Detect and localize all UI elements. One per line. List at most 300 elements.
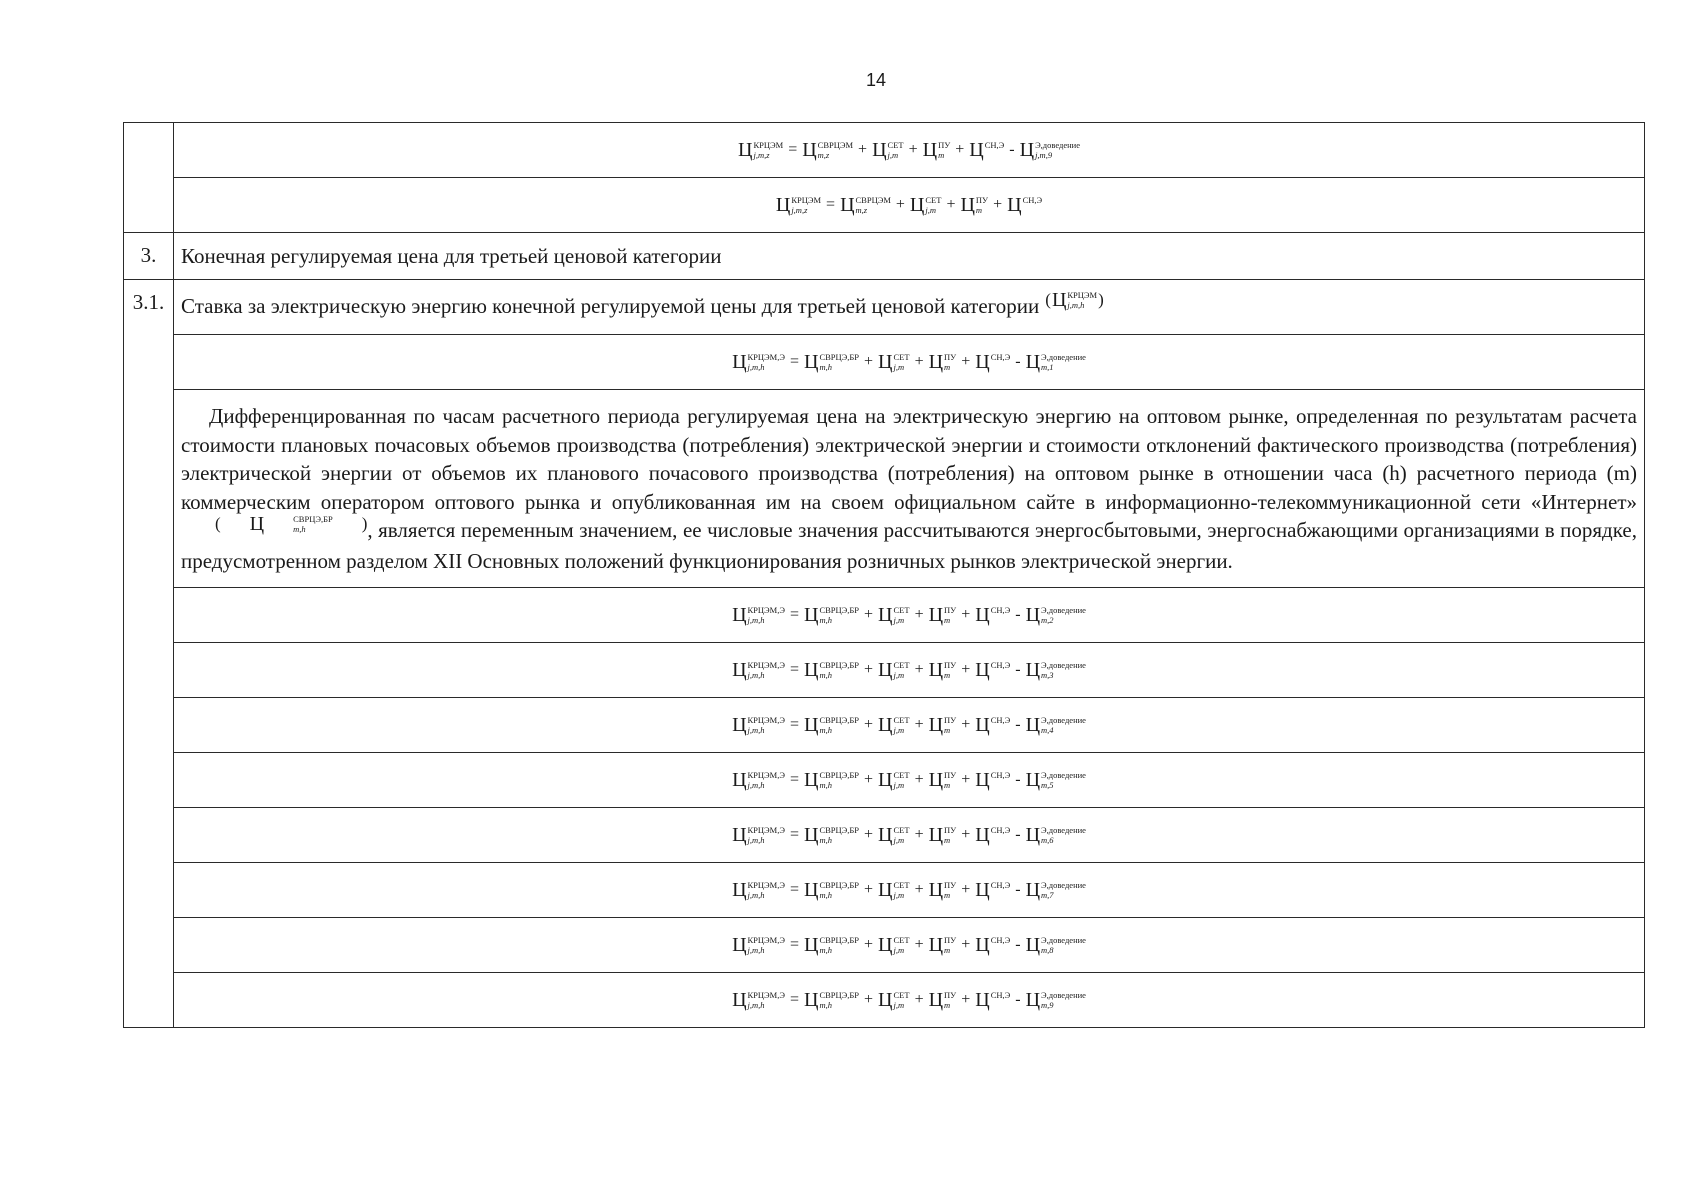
term-base: Ц <box>878 658 893 681</box>
term-subscript: m <box>944 780 951 790</box>
term-superscript: ПУ <box>944 770 957 780</box>
formula-row <box>124 178 1645 233</box>
term-scripts <box>991 990 1011 1010</box>
term-subscript: m,h <box>819 725 832 735</box>
formula-term <box>929 714 957 737</box>
formula <box>731 659 1087 682</box>
term-superscript: ПУ <box>938 140 951 150</box>
term-scripts <box>894 715 910 735</box>
term-base: Ц <box>1051 288 1067 311</box>
term-base: Ц <box>249 513 265 535</box>
formula-row <box>124 643 1645 698</box>
formula-term <box>975 659 1010 682</box>
term-superscript: ПУ <box>944 660 957 670</box>
formula-term <box>804 351 859 374</box>
plus-sign: + <box>864 881 874 898</box>
formula-term <box>878 934 910 957</box>
term-base: Ц <box>732 933 747 956</box>
formula-term <box>732 659 785 682</box>
term-superscript: Э,доведение <box>1041 715 1086 725</box>
term-superscript: ПУ <box>944 990 957 1000</box>
formula-row <box>124 698 1645 753</box>
formula-term <box>804 714 859 737</box>
term-base: Ц <box>928 658 944 681</box>
term-scripts <box>991 880 1011 900</box>
formula-term <box>878 604 910 627</box>
page-number: 14 <box>865 70 887 90</box>
term-scripts <box>944 990 956 1010</box>
term-base: Ц <box>975 933 990 956</box>
term-subscript: m,6 <box>1041 835 1054 845</box>
term-base: Ц <box>975 988 990 1011</box>
term-scripts <box>944 605 956 625</box>
term-base: Ц <box>804 823 819 846</box>
formula-term <box>910 194 942 217</box>
term-subscript: m,h <box>293 524 306 535</box>
term-subscript: m <box>944 890 951 900</box>
term-subscript <box>991 945 1011 955</box>
term-base: Ц <box>804 878 819 901</box>
paragraph-row <box>124 390 1645 588</box>
formula-row <box>124 588 1645 643</box>
formula-term <box>929 769 957 792</box>
formula-row <box>124 808 1645 863</box>
term-scripts <box>944 880 956 900</box>
formula-term <box>840 194 891 217</box>
term-scripts <box>944 825 956 845</box>
term-scripts <box>819 770 859 790</box>
term-base: Ц <box>878 878 893 901</box>
term-base: Ц <box>804 603 819 626</box>
section-3-1-number: 3.1. <box>124 280 174 1028</box>
term-scripts <box>748 935 785 955</box>
formula-row <box>124 123 1645 178</box>
formula-term <box>878 824 910 847</box>
formula-row <box>124 863 1645 918</box>
term-base: Ц <box>928 988 944 1011</box>
term-base: Ц <box>732 603 747 626</box>
term-scripts <box>894 352 910 372</box>
term-subscript: j,m,h <box>747 945 765 955</box>
formula-term <box>929 351 957 374</box>
term-scripts <box>991 935 1011 955</box>
term-superscript: СВРЦЭ,БР <box>819 935 860 945</box>
term-superscript: КРЦЭМ,Э <box>747 935 785 945</box>
plus-sign: + <box>914 991 924 1008</box>
term-subscript: m,z <box>817 150 830 160</box>
term-scripts <box>818 140 853 160</box>
term-scripts <box>894 990 910 1010</box>
term-scripts <box>991 825 1011 845</box>
term-base: Ц <box>1025 878 1041 901</box>
term-subscript: m <box>944 615 951 625</box>
formula-term <box>1020 139 1080 162</box>
paragraph-text <box>181 402 1637 575</box>
formula-term <box>878 714 910 737</box>
formula-cell <box>174 643 1645 698</box>
formula-cell <box>174 178 1645 233</box>
section-3-1-row <box>124 280 1645 335</box>
formula-term <box>776 194 821 217</box>
term-base: Ц <box>928 713 944 736</box>
minus-sign: - <box>1015 991 1021 1008</box>
formula <box>731 934 1087 957</box>
term-base: Ц <box>1025 933 1041 956</box>
formula <box>775 194 1043 217</box>
term-subscript: m <box>975 205 983 215</box>
term-subscript: m,h <box>819 890 832 900</box>
formula-term <box>1007 194 1042 217</box>
term-scripts <box>819 352 859 372</box>
minus-sign: - <box>1015 826 1021 843</box>
term-base: Ц <box>732 658 747 681</box>
term-superscript: Э,доведение <box>1041 352 1086 362</box>
term-superscript: СН,Э <box>984 140 1005 150</box>
term-subscript: j,m,9 <box>1035 150 1053 160</box>
formula-term <box>878 659 910 682</box>
term-subscript: j,m,h <box>747 725 765 735</box>
term-superscript: СН,Э <box>1022 195 1043 205</box>
plus-sign: + <box>961 716 971 733</box>
section-3-1-heading: Ставка за электрическую энергию конечной регулируемой цены для третьей ценовой категории <box>181 294 1040 319</box>
term-superscript: КРЦЭМ,Э <box>747 352 785 362</box>
term-subscript: j,m,z <box>791 205 808 215</box>
term-subscript: m,z <box>855 205 868 215</box>
term-superscript: СВРЦЭМ <box>817 140 854 150</box>
term-superscript: Э,доведение <box>1041 770 1086 780</box>
formula <box>731 879 1087 902</box>
formula-term <box>732 989 785 1012</box>
term-subscript: m <box>944 725 951 735</box>
term-subscript: j,m <box>893 725 905 735</box>
equals-sign: = <box>789 353 799 370</box>
plus-sign: + <box>914 881 924 898</box>
term-base: Ц <box>928 878 944 901</box>
term-base: Ц <box>960 193 975 216</box>
formula-cell <box>174 588 1645 643</box>
formula-term <box>975 989 1010 1012</box>
term-subscript: j,m <box>893 670 905 680</box>
formula-term <box>929 879 957 902</box>
term-superscript: СЕТ <box>887 140 904 150</box>
term-base: Ц <box>804 658 819 681</box>
term-scripts <box>1041 990 1086 1010</box>
term-subscript: j,m <box>893 1000 905 1010</box>
term-superscript: СВРЦЭ,БР <box>819 990 860 1000</box>
term-subscript: m,1 <box>1041 362 1054 372</box>
plus-sign: + <box>961 661 971 678</box>
paragraph-part-2: , является переменным значением, ее числовые значения рассчитываются энергосбытовыми, энергоснабжающими организациями в порядке, предусмотренном разделом XII Основных положений функционирования розничных рынков электрической энергии. <box>181 518 1637 573</box>
term-base: Ц <box>928 768 944 791</box>
formula-term <box>732 351 785 374</box>
plus-sign: + <box>895 196 905 213</box>
term-scripts <box>888 140 904 160</box>
plus-sign: + <box>864 991 874 1008</box>
term-subscript <box>991 1000 1011 1010</box>
formula-term <box>878 351 910 374</box>
section-3-1-heading-cell <box>174 280 1645 335</box>
term-superscript: СВРЦЭ,БР <box>819 880 860 890</box>
term-scripts <box>1041 770 1086 790</box>
formula-term <box>878 769 910 792</box>
minus-sign: - <box>1015 936 1021 953</box>
term-scripts <box>819 880 859 900</box>
term-scripts <box>819 825 859 845</box>
term-base: Ц <box>840 193 855 216</box>
formula-term <box>872 139 904 162</box>
section-3-heading: Конечная регулируемая цена для третьей ценовой категории <box>174 233 1645 280</box>
term-scripts <box>894 935 910 955</box>
equals-sign: = <box>789 716 799 733</box>
term-subscript <box>991 670 1011 680</box>
term-base: Ц <box>738 138 753 161</box>
term-scripts <box>819 605 859 625</box>
term-subscript: j,m <box>893 615 905 625</box>
term-superscript: СН,Э <box>990 605 1011 615</box>
term-subscript: m,2 <box>1041 615 1054 625</box>
term-subscript: m <box>944 835 951 845</box>
term-base: Ц <box>1025 713 1041 736</box>
term-base: Ц <box>1025 768 1041 791</box>
term-scripts <box>991 352 1011 372</box>
term-subscript: j,m <box>893 890 905 900</box>
plus-sign: + <box>961 826 971 843</box>
term-subscript: m,4 <box>1041 725 1054 735</box>
term-subscript: j,m,h <box>747 670 765 680</box>
term-base: Ц <box>975 658 990 681</box>
term-scripts <box>894 660 910 680</box>
minus-sign: - <box>1015 881 1021 898</box>
section-3-row <box>124 233 1645 280</box>
formula-term <box>804 769 859 792</box>
formula-term <box>960 194 988 217</box>
term-subscript: j,m <box>893 362 905 372</box>
term-subscript <box>991 780 1011 790</box>
term-superscript: КРЦЭМ <box>1067 290 1098 301</box>
term-superscript: КРЦЭМ <box>753 140 784 150</box>
term-scripts <box>748 605 785 625</box>
equals-sign: = <box>789 881 799 898</box>
formula <box>737 139 1081 162</box>
term-scripts <box>976 195 988 215</box>
term-superscript: СЕТ <box>893 825 910 835</box>
term-base: Ц <box>928 350 944 373</box>
plus-sign: + <box>961 936 971 953</box>
formula-row <box>124 335 1645 390</box>
formula-term <box>975 351 1010 374</box>
plus-sign: + <box>914 661 924 678</box>
term-superscript: Э,доведение <box>1035 140 1080 150</box>
equals-sign: = <box>789 661 799 678</box>
minus-sign: - <box>1015 661 1021 678</box>
formula-term <box>1026 659 1086 682</box>
term-superscript: ПУ <box>944 935 957 945</box>
term-superscript: СН,Э <box>990 352 1011 362</box>
term-scripts <box>991 660 1011 680</box>
term-base: Ц <box>878 768 893 791</box>
term-superscript: СН,Э <box>990 770 1011 780</box>
term-scripts <box>1035 140 1080 160</box>
term-subscript: m <box>944 362 951 372</box>
term-subscript: m,9 <box>1041 1000 1054 1010</box>
formula-term <box>1026 351 1086 374</box>
term-scripts <box>991 770 1011 790</box>
term-subscript: j,m <box>925 205 936 215</box>
term-superscript: СЕТ <box>893 605 910 615</box>
formula-cell <box>174 863 1645 918</box>
term-subscript: j,m <box>887 150 899 160</box>
term-subscript <box>991 835 1011 845</box>
formula-cell <box>174 918 1645 973</box>
term-superscript: СН,Э <box>990 715 1011 725</box>
term-superscript: КРЦЭМ,Э <box>747 605 785 615</box>
formula-term <box>804 604 859 627</box>
formula-term <box>1026 934 1086 957</box>
formula-term <box>732 769 785 792</box>
term-superscript: Э,доведение <box>1041 880 1086 890</box>
term-base: Ц <box>1019 138 1035 161</box>
term-base: Ц <box>928 933 944 956</box>
formula-term <box>1026 604 1086 627</box>
term-base: Ц <box>1025 658 1041 681</box>
formula-term <box>1026 714 1086 737</box>
term-subscript: j,m,h <box>747 890 765 900</box>
term-subscript: j,m <box>893 945 905 955</box>
plus-sign: + <box>864 771 874 788</box>
term-base: Ц <box>975 603 990 626</box>
term-superscript: КРЦЭМ,Э <box>747 825 785 835</box>
term-base: Ц <box>1025 350 1041 373</box>
plus-sign: + <box>864 716 874 733</box>
term-base: Ц <box>732 988 747 1011</box>
term-subscript: m,5 <box>1041 780 1054 790</box>
term-subscript <box>991 362 1011 372</box>
formula-term <box>975 604 1010 627</box>
minus-sign: - <box>1015 716 1021 733</box>
term-superscript: ПУ <box>944 352 957 362</box>
plus-sign: + <box>914 606 924 623</box>
minus-sign: - <box>1015 771 1021 788</box>
term-superscript: ПУ <box>944 880 957 890</box>
term-base: Ц <box>878 933 893 956</box>
formula-term <box>738 139 783 162</box>
term-superscript: СВРЦЭ,БР <box>819 770 860 780</box>
plus-sign: + <box>946 196 956 213</box>
term-scripts <box>894 825 910 845</box>
plus-sign: + <box>993 196 1003 213</box>
term-scripts <box>791 195 821 215</box>
term-superscript: СВРЦЭМ <box>855 195 891 205</box>
term-subscript: m,h <box>819 835 832 845</box>
term-subscript: m,3 <box>1041 670 1054 680</box>
equals-sign: = <box>789 826 799 843</box>
term-base: Ц <box>975 768 990 791</box>
minus-sign: - <box>1015 606 1021 623</box>
term-scripts <box>265 514 333 534</box>
term-base: Ц <box>1025 988 1041 1011</box>
plus-sign: + <box>914 936 924 953</box>
term-superscript: СЕТ <box>893 990 910 1000</box>
formula-term <box>878 989 910 1012</box>
term-base: Ц <box>878 350 893 373</box>
equals-sign: = <box>789 991 799 1008</box>
term-scripts <box>819 935 859 955</box>
term-scripts <box>748 660 785 680</box>
term-scripts <box>944 770 956 790</box>
term-scripts <box>1041 825 1086 845</box>
formula-term <box>804 659 859 682</box>
term-superscript: СВРЦЭ,БР <box>293 514 333 525</box>
heading-symbol: ( Ц КРЦЭМ j,m,h ) <box>1045 288 1104 311</box>
plus-sign: + <box>864 936 874 953</box>
term-subscript: j,m,h <box>747 835 765 845</box>
term-base: Ц <box>775 193 791 216</box>
term-superscript: КРЦЭМ,Э <box>747 660 785 670</box>
formula <box>731 824 1087 847</box>
formula <box>731 714 1087 737</box>
term-scripts <box>1041 935 1086 955</box>
term-subscript: m,h <box>819 615 832 625</box>
term-base: Ц <box>872 138 887 161</box>
term-subscript: m,8 <box>1041 945 1054 955</box>
formula-term <box>975 769 1010 792</box>
term-base: Ц <box>732 713 747 736</box>
term-scripts <box>856 195 891 215</box>
formula <box>731 989 1087 1012</box>
term-superscript: СЕТ <box>893 770 910 780</box>
plus-sign: + <box>914 771 924 788</box>
term-subscript: m,h <box>819 780 832 790</box>
term-subscript <box>991 615 1011 625</box>
term-subscript: m <box>938 150 945 160</box>
term-superscript: СВРЦЭ,БР <box>819 825 860 835</box>
term-superscript: СВРЦЭ,БР <box>819 715 860 725</box>
term-subscript: j,m <box>893 835 905 845</box>
term-base: Ц <box>975 350 990 373</box>
term-superscript: СЕТ <box>893 660 910 670</box>
plus-sign: + <box>961 991 971 1008</box>
paragraph-part-1: Дифференцированная по часам расчетного периода регулируемая цена на электрическую энергию на оптовом рынке, определенная по результатам расчета стоимости плановых почасовых объемов производства (потребления) электрической энергии и стоимости отклонений фактического производства (потребления) электрической энергии от объемов их планового почасового производства (потребления) на оптовом рынке в отношении часа (h) расчетного периода (m) коммерческим оператором оптового рынка и опубликованная им на своем официальном сайте в информационно-телекоммуникационной сети «Интернет» <box>181 404 1637 514</box>
term-base: Ц <box>732 878 747 901</box>
term-superscript: СЕТ <box>925 195 942 205</box>
term-superscript: Э,доведение <box>1041 605 1086 615</box>
term-superscript: СН,Э <box>990 825 1011 835</box>
formula-cell <box>174 753 1645 808</box>
equals-sign: = <box>788 141 798 158</box>
formula-cell <box>174 698 1645 753</box>
formula-term <box>1052 289 1097 312</box>
term-superscript: Э,доведение <box>1041 935 1086 945</box>
term-scripts <box>819 660 859 680</box>
term-subscript: j,m,h <box>747 1000 765 1010</box>
term-scripts <box>748 825 785 845</box>
term-superscript: КРЦЭМ,Э <box>747 715 785 725</box>
term-superscript: СЕТ <box>893 352 910 362</box>
term-base: Ц <box>802 138 817 161</box>
term-subscript: m,h <box>819 362 832 372</box>
plus-sign: + <box>864 353 874 370</box>
formula <box>731 769 1087 792</box>
term-superscript: СН,Э <box>990 935 1011 945</box>
term-superscript: СН,Э <box>990 990 1011 1000</box>
minus-sign: - <box>1009 141 1015 158</box>
formula-term <box>929 604 957 627</box>
term-scripts <box>1041 880 1086 900</box>
formula-term <box>732 714 785 737</box>
term-subscript: j,m,h <box>1067 300 1085 311</box>
equals-sign: = <box>789 936 799 953</box>
term-scripts <box>991 605 1011 625</box>
